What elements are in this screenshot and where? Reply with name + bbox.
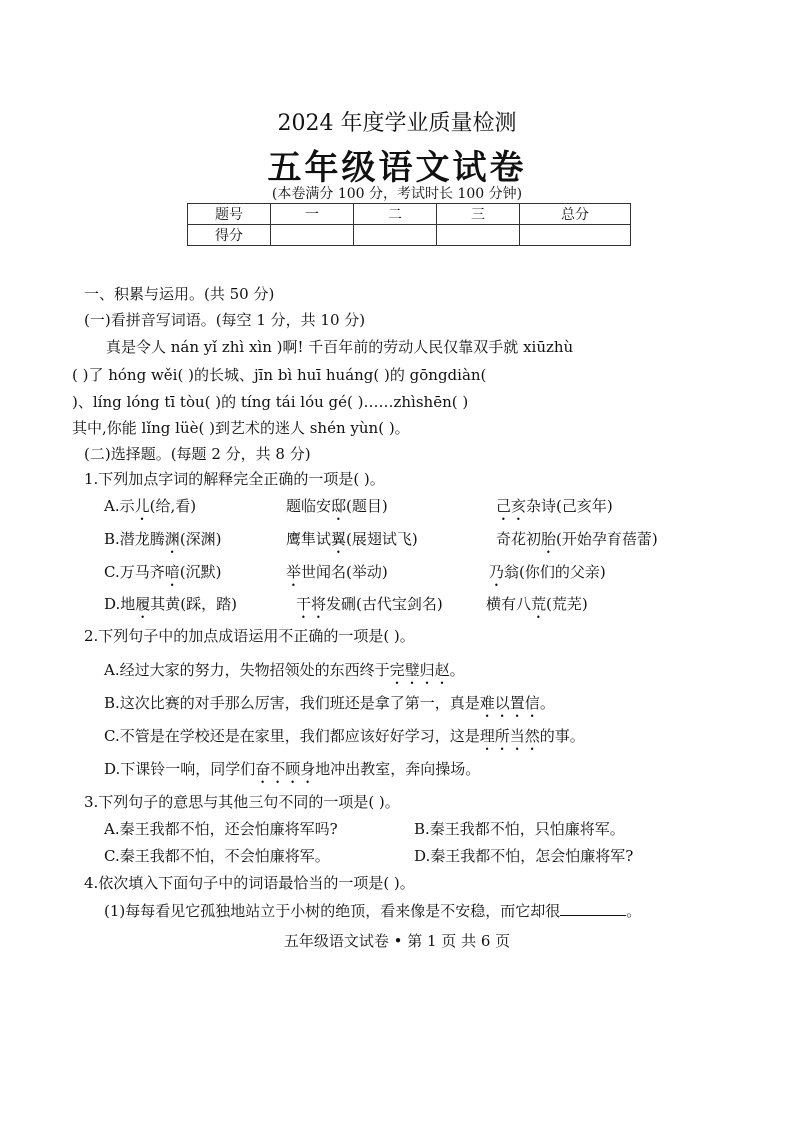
q3-option-d: D.秦王我都不怕，怎会怕廉将军? (414, 847, 634, 865)
score-table-col: 二 (354, 204, 437, 225)
q3-option-c: C.秦王我都不怕，不会怕廉将军。 (104, 847, 330, 865)
pinyin-line-4: 其中,你能 lǐng lüè( )到艺术的迷人 shén yùn( )。 (72, 419, 410, 437)
q2-option-d: D.下课铃一响，同学们奋不顾身地冲出教室，奔向操场。 (104, 760, 481, 778)
q1-option-c-3: 乃翁(你们的父亲) (489, 563, 606, 581)
score-cell[interactable] (520, 225, 631, 246)
q1-option-d-3: 横有八荒(荒芜) (486, 595, 588, 613)
question-2-stem: 2.下列句子中的加点成语运用不正确的一项是( )。 (84, 627, 415, 645)
score-table-label: 得分 (188, 225, 271, 246)
q1-option-b-2: 鹰隼试翼(展翅试飞) (286, 530, 418, 548)
score-table (187, 203, 631, 246)
score-table-col: 一 (271, 204, 354, 225)
q1-option-a-3: 己亥杂诗(己亥年) (496, 497, 613, 515)
q2-option-c: C.不管是在学校还是在家里，我们都应该好好学习，这是理所当然的事。 (104, 727, 585, 745)
score-cell[interactable] (271, 225, 354, 246)
score-table-col: 三 (437, 204, 520, 225)
question-1-stem: 1.下列加点字词的解释完全正确的一项是( )。 (84, 470, 385, 488)
page-footer: 五年级语文试卷 • 第 1 页 共 6 页 (283, 932, 511, 950)
score-table-header-row (188, 204, 631, 225)
answer-blank[interactable] (560, 901, 626, 916)
question-3-stem: 3.下列句子的意思与其他三句不同的一项是( )。 (84, 793, 400, 811)
q1-option-b-1: B.潜龙腾渊(深渊) (104, 530, 222, 548)
pinyin-line-2: ( )了 hóng wěi( )的长城、jīn bì huī huáng( )的 gōngdiàn( (72, 366, 487, 384)
q3-option-b: B.秦王我都不怕，只怕廉将军。 (414, 820, 625, 838)
q2-option-a: A.经过大家的努力，失物招领处的东西终于完璧归赵。 (104, 661, 465, 679)
part2-heading: (二)选择题。(每题 2 分，共 8 分) (84, 445, 311, 463)
score-table-score-row (188, 225, 631, 246)
q2-option-b: B.这次比赛的对手那么厉害，我们班还是拿了第一，真是难以置信。 (104, 694, 555, 712)
q4-sub-1: (1)每每看见它孤独地站立于小树的绝顶，看来像是不安稳，而它却很 。 (104, 902, 642, 920)
q1-option-c-2: 举世闻名(举动) (286, 563, 388, 581)
exam-note: (本卷满分 100 分，考试时长 100 分钟) (271, 186, 523, 202)
q1-option-d-1: D.地履其黄(踩，踏) (104, 595, 237, 613)
score-cell[interactable] (354, 225, 437, 246)
pinyin-line-1: 真是令人 nán yǐ zhì xìn )啊! 千百年前的劳动人民仅靠双手就 xiūzhù (106, 338, 574, 356)
score-cell[interactable] (437, 225, 520, 246)
section1-heading: 一、积累与运用。(共 50 分) (84, 285, 275, 303)
score-table-col: 总分 (520, 204, 631, 225)
q1-option-b-3: 奇花初胎(开始孕育蓓蕾) (496, 530, 658, 548)
pinyin-line-3: )、líng lóng tī tòu( )的 tíng tái lóu gé( )……zhìshēn( ) (72, 393, 469, 411)
question-4-stem: 4.依次填入下面句子中的词语最恰当的一项是( )。 (84, 874, 415, 892)
q1-option-a-1: A.示儿(给,看) (104, 497, 197, 515)
q3-option-a: A.秦王我都不怕，还会怕廉将军吗? (104, 820, 338, 838)
score-table-label: 题号 (188, 204, 271, 225)
q1-option-c-1: C.万马齐喑(沉默) (104, 563, 222, 581)
exam-title: 2024 年度学业质量检测 (277, 111, 517, 136)
part1-heading: (一)看拼音写词语。(每空 1 分，共 10 分) (84, 311, 366, 329)
q1-option-a-2: 题临安邸(题目) (286, 497, 388, 515)
q1-option-d-2: 干将发硎(古代宝剑名) (296, 595, 443, 613)
main-title: 五年级语文试卷 (267, 148, 527, 188)
